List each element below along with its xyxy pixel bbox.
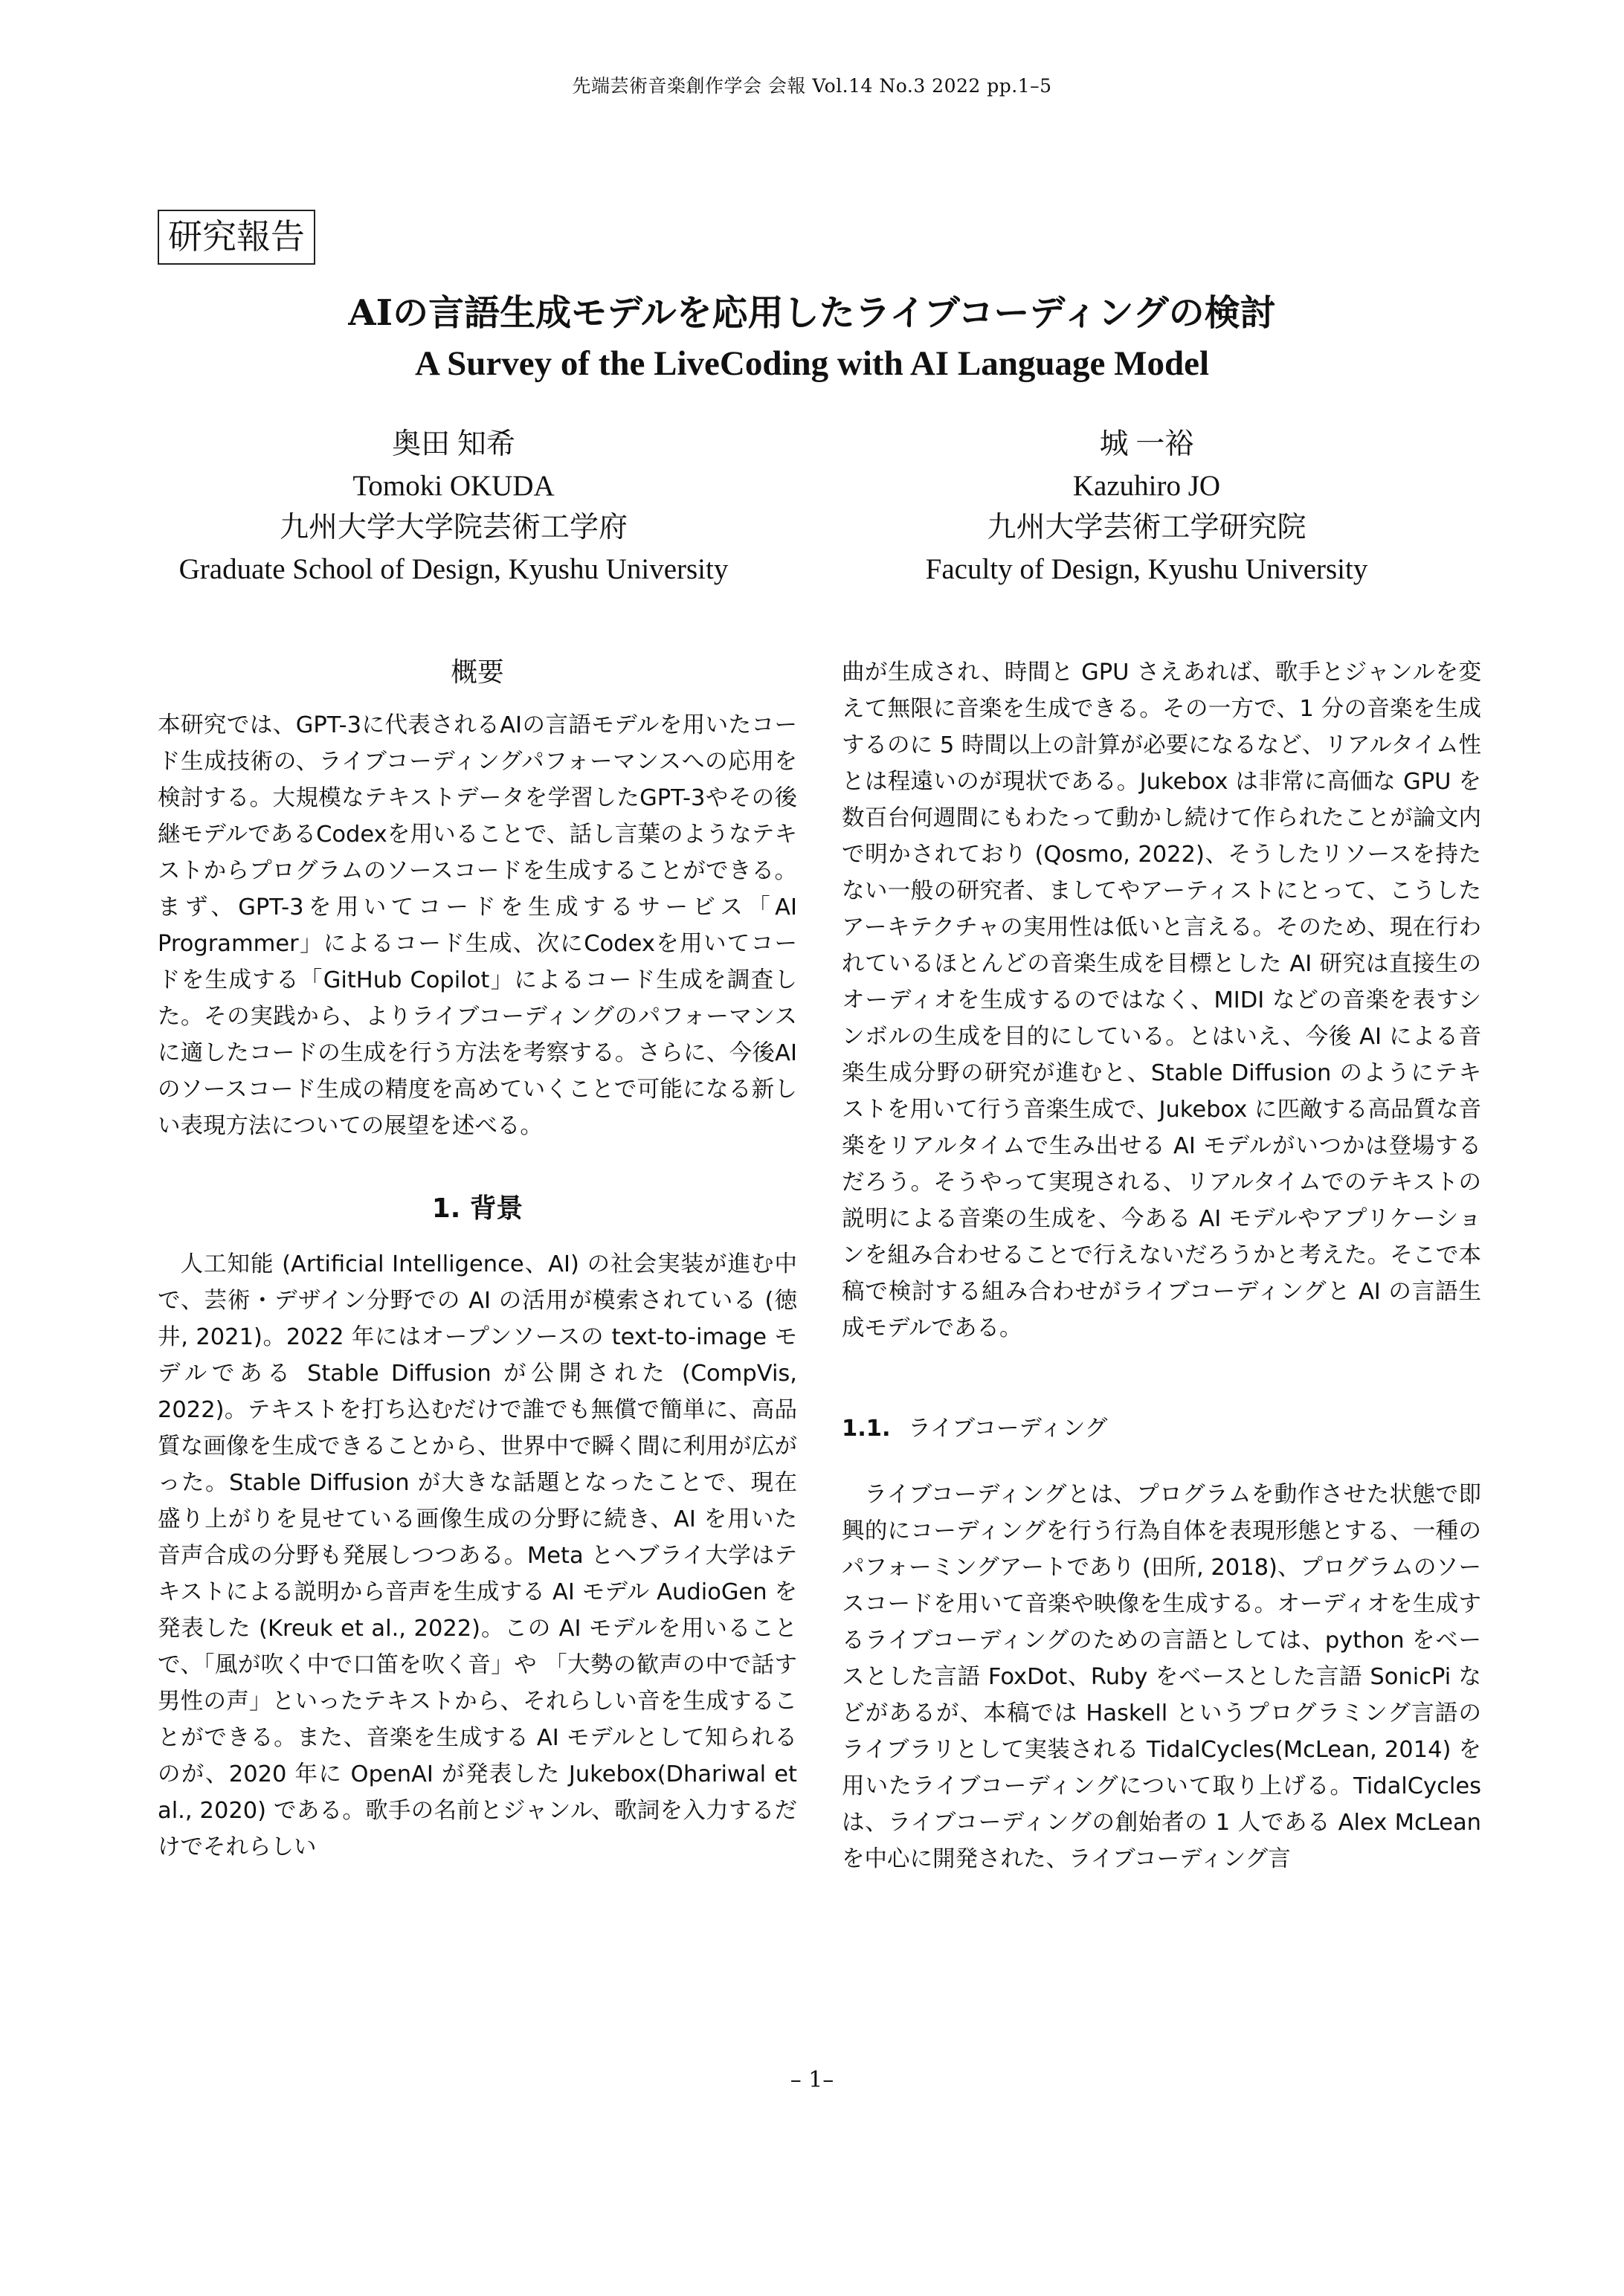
journal-header: 先端芸術音楽創作学会 会報 Vol.14 No.3 2022 pp.1–5 (572, 75, 1052, 97)
author-affiliation-ja: 九州大学芸術工学研究院 (987, 512, 1306, 544)
title-english: A Survey of the LiveCoding with AI Language Model (414, 344, 1210, 383)
abstract-text: 本研究では、GPT-3に代表されるAIの言語モデルを用いたコード生成技術の、ライブコーディングパフォーマンスへの応用を検討する。大規模なテキストデータを学習したGPT-3やその後継モデルであるCodexを用いることで、話し言葉のようなテキストからプログラムのソースコードを生成することができる。まず、GPT-3を用いてコードを生成するサービス「AI Programmer」によるコード生成、次にCodexを用いてコードを生成する「GitHub Copilot」によるコード生成を調査した。その実践から、よりライブコーディングのパフォーマンスに適したコードの生成を行う方法を考察する。さらに、今後AIのソースコード生成の精度を高めていくことで可能になる新しい表現方法についての展望を述べる。 (158, 712, 797, 1139)
section-1-heading (158, 1190, 797, 1227)
section-1-body-right: 曲が生成され、時間と GPU さえあれば、歌手とジャンルを変えて無限に音楽を生成できる。その一方で、1 分の音楽を生成するのに 5 時間以上の計算が必要になるなど、リアルタイム性とは程遠いのが現状である。Jukebox は非常に高価な GPU を数百台何週間にもわたって動かし続けて作られたことが論文内で明かされており (Qosmo, 2022)、そうしたリソースを持たない一般の研究者、ましてやアーティストにとって、こうしたアーキテクチャの実用性は低いと言える。そのため、現在行われているほとんどの音楽生成を目標とした AI 研究は直接生のオーディオを生成するのではなく、MIDI などの音楽を表すシンボルの生成を目的にしている。とはいえ、今後 AI による音楽生成分野の研究が進むと、Stable Diffusion のようにテキストを用いて行う音楽生成で、Jukebox に匹敵する高品質な音楽をリアルタイムで生み出せる AI モデルがいつかは登場するだろう。そうやって実現される、リアルタイムでのテキストの説明による音楽の生成を、今ある AI モデルやアプリケーションを組み合わせることで行えないだろうかと考えた。そこで本稿で検討する組み合わせがライブコーディングと AI の言語生成モデルである。 (842, 660, 1481, 1341)
section-number: 1. (431, 1193, 461, 1224)
author-name-ja: 奥田 知希 (392, 428, 515, 460)
author-affiliation-en: Graduate School of Design, Kyushu University (178, 553, 729, 585)
title-japanese: AIの言語生成モデルを応用したライブコーディングの検討 (348, 292, 1276, 334)
section-1-body-left: 人工知能 (Artificial Intelligence、AI) の社会実装が進む中で、芸術・デザイン分野での AI の活用が模索されている (徳井, 2021)。2022 年にはオープンソースの text-to-image モデルである Stable Diffusion が公開された (CompVis, 2022)。テキストを打ち込むだけで誰でも無償で簡単に、高品質な画像を生成できることから、世界中で瞬く間に利用が広がった。Stable Diffusion が大きな話題となったことで、現在盛り上がりを見せている画像生成の分野に続き、AI を用いた音声合成の分野も発展しつつある。Meta とヘブライ大学はテキストによる説明から音声を生成する AI モデル AudioGen を発表した (Kreuk et al., 2022)。この AI モデルを用いることで、「風が吹く中で口笛を吹く音」や 「大勢の歓声の中で話す男性の声」といったテキストから、それらしい音を生成することができる。また、音楽を生成する AI モデルとして知られるのが、2020 年に OpenAI が発表した Jukebox(Dhariwal et al., 2020) である。歌手の名前とジャンル、歌詞を入力するだけでそれらしい (158, 1251, 797, 1860)
author-name-en: Tomoki OKUDA (352, 470, 555, 502)
right-column (842, 654, 1481, 1877)
subsection-1-1-body: ライブコーディングとは、プログラムを動作させた状態で即興的にコーディングを行う行為自体を表現形態とする、一種のパフォーミングアートであり (田所, 2018)、プログラムのソースコードを用いて音楽や映像を生成する。オーディオを生成するライブコーディングのための言語としては、python をベースとした言語 FoxDot、Ruby をベースとした言語 SonicPi などがあるが、本稿では Haskell というプログラミング言語のライブラリとして実装される TidalCycles(McLean, 2014) を用いたライブコーディングについて取り上げる。TidalCycles は、ライブコーディングの創始者の 1 人である Alex McLean を中心に開発された、ライブコーディング言 (842, 1482, 1481, 1872)
author-name-en: Kazuhiro JO (1072, 470, 1221, 502)
category-label: 研究報告 (158, 210, 315, 265)
section-title: 背景 (469, 1193, 523, 1224)
subsection-1-1-heading (842, 1410, 1481, 1447)
page-number: – 1– (790, 2067, 834, 2093)
author-affiliation-en: Faculty of Design, Kyushu University (925, 553, 1368, 585)
abstract-heading: 概要 (451, 657, 504, 688)
author-block-2 (790, 424, 1504, 590)
author-name-ja: 城 一裕 (1099, 428, 1194, 460)
subsection-title: ライブコーディング (908, 1416, 1108, 1442)
subsection-number: 1.1. (842, 1416, 891, 1442)
author-block-1 (97, 424, 811, 590)
left-column (158, 654, 797, 1866)
author-affiliation-ja: 九州大学大学院芸術工学府 (279, 512, 628, 544)
